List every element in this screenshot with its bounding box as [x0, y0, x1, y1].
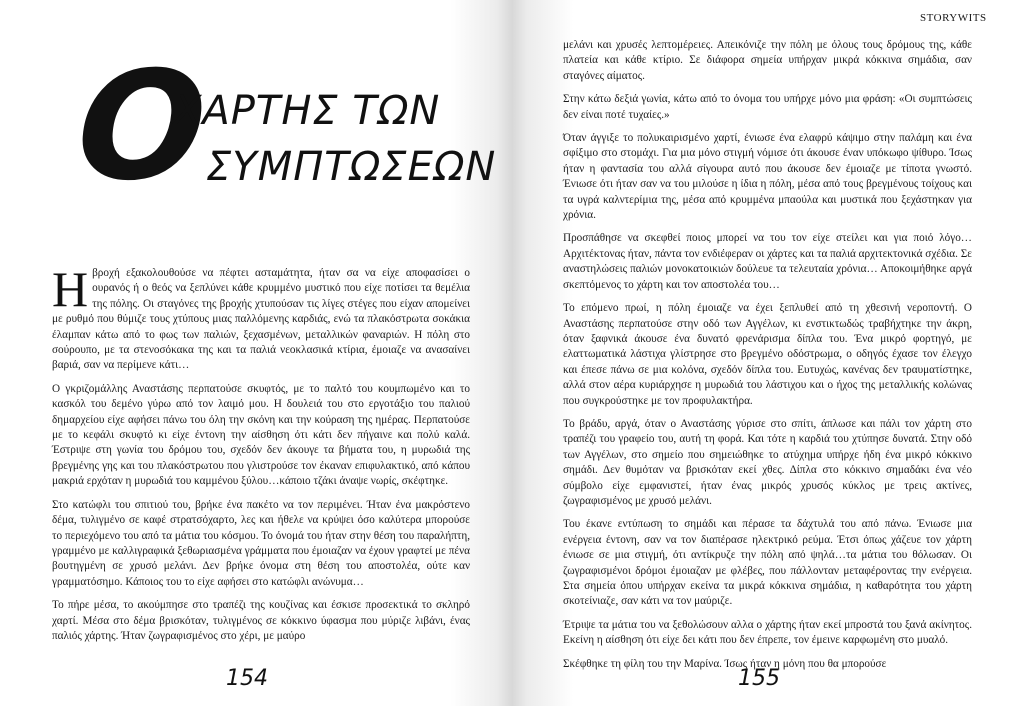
page-number-left: 154: [226, 666, 268, 691]
paragraph: Του έκανε εντύπωση το σημάδι και πέρασε τα δάχτυλά του από πάνω. Ένιωσε μια ενέργεια έντονη, σαν να τον διαπέρασε ηλεκτρικό ρεύμα. Έτσι όπως χάζευε τον χάρτη ένιωσε σε μια στιγμή, ότι αντίκρυζε την πόλη από ψηλά…τα μάτια του θόλωσαν. Οι ζωγραφισμένοι δρόμοι έμοιαζαν με φλέβες, που πάλλονταν μεταφέροντας την ενέργεια. Στα σημεία όπου υπήρχαν εκείνα τα μικρά κόκκινα σημάδια, η καθαρότητα του χάρτη σκοτείνιαζε, σαν κάτι να τον μαύριζε.: [563, 518, 972, 608]
paragraph: Στο κατώφλι του σπιτιού του, βρήκε ένα πακέτο να τον περιμένει. Ήταν ένα μακρόστενο δέμα, τυλιγμένο σε καφέ στρατσόχαρτο, λες και ήθελε να κρύψει όσο καλύτερα μπορούσε το περιεχόμενο του από τα μάτια του κόσμου. Το όνομά του ήταν στην θέση του παραλήπτη, γραμμένο με καλλιγραφικά ξεθωριασμένα γράμματα που έμοιαζαν να έχουν γραφτεί με πένα βουτηγμένη σε χρυσό μελάνι. Δεν βρήκε όνομα στη θέση του αποστολέα, ούτε καν γραμματόσημο. Κάποιος του το είχε αφήσει στο κατώφλι ανώνυμα…: [52, 498, 470, 588]
paragraph: [563, 92, 972, 123]
paragraph: Ο γκριζομάλλης Αναστάσης περπατούσε σκυφτός, με το παλτό του κουμπωμένο και το κασκόλ του δεμένο γύρω από τον λαιμό μου. Η δουλειά του στο εργοτάξιο του παλιού δημαρχείου είχε αφήσει πάνω του όλη την σκόνη και την κούραση της ημέρας. Περπατούσε με το κεφάλι σκυφτό κι είχε έντονη την αίσθηση ότι κάτι δεν πήγαινε και πολύ καλά. Έστριψε στη γωνία του δρόμου του, σχεδόν δεν άκουγε τα βήματα του, η μυρωδιά της βρεγμένης γης και του πλακόστρωτου που γλιστρούσε τον έκαναν επιφυλακτικό, από κάπου μακριά ερχόταν η μυρωδιά του καμμένου ξύλου…κάποιο τζάκι άναψε νωρίς, σκέφτηκε.: [52, 382, 470, 488]
title-line-1: ΧΑΡΤΗΣ ΤΩΝ: [174, 88, 441, 134]
paragraph: Το πήρε μέσα, το ακούμπησε στο τραπέζι της κουζίνας και έσκισε προσεκτικά το σκληρό χαρτί. Μέσα στο δέμα βρισκόταν, τυλιγμένος σε κόκκινο ύφασμα που μύριζε λιβάνι, ένας παλιός χάρτης. Ήταν ζωγραφισμένος στο χέρι, με μαύρο: [52, 599, 470, 642]
page-number-right: 155: [738, 666, 780, 691]
paragraph-text: Στην κάτω δεξιά γωνία, κάτω από το όνομα του υπήρχε μόνο μια φράση: «Οι συμπτώσεις δεν είναι ποτέ τυχαίες.»: [563, 93, 972, 121]
paragraph: Σκέφθηκε τη φίλη του την Μαρίνα. Ίσως ήταν η μόνη που θα μπορούσε: [563, 657, 887, 670]
paragraph: [52, 261, 470, 374]
running-header: STORYWITS: [920, 12, 987, 24]
paragraph: Το επόμενο πρωί, η πόλη έμοιαζε να έχει ξεπλυθεί από τη χθεσινή νεροποντή. Ο Αναστάσης περπατούσε στην οδό των Αγγέλων, κι ενστικτωδώς τραβήχτηκε την άκρη, όταν ξαφνικά άκουσε ένα δυνατό φρενάρισμα δίπλα του. Ένα μικρό φορτηγό, με ελαττωματικά λάστιχα γλίστρησε στο βρεγμένο οδόστρωμα, ο οδηγός έχασε τον έλεγχο και έπεσε πάνω σε μια κολόνα, σχεδόν δίπλα του. Ευτυχώς, κανένας δεν τραυματίστηκε, αλλά στον αέρα κυριάρχησε η μυρωδιά του λάστιχου και ο ήχος της μεταλλικής κολώνας που συγκρούστηκε με τον προφυλακτήρα.: [563, 302, 972, 407]
paragraph: Το βράδυ, αργά, όταν ο Αναστάσης γύρισε στο σπίτι, άπλωσε και πάλι τον χάρτη στο τραπέζι του γραφείο του, αυτή τη φορά. Και τότε η καρδιά του χτύπησε δυνατά. Στην οδό των Αγγέλων, στο σημείο που σημειώθηκε το ατύχημα υπήρχε ήδη ένα μικρό κόκκινο σημάδι. Δεν θυμόταν να βρισκόταν εκεί χθες. Δίπλα στο κόκκινο σημαδάκι ένα νέο σύμβολο είχε εμφανιστεί, ήταν ένας μικρός χρυσός κύκλος με τρεις ακτίνες, ζωγραφισμένος με χρυσό μελάνι.: [563, 417, 972, 507]
paragraph: μελάνι και χρυσές λεπτομέρειες. Απεικόνιζε την πόλη με όλους τους δρόμους της, κάθε πλατεία και κάθε κτίριο. Σε διάφορα σημεία υπήρχαν μικρά κόκκινα σημάδια, σαν σταγόνες αίματος.: [563, 39, 972, 82]
right-body-text: [563, 38, 972, 680]
paragraph-text: βροχή εξακολουθούσε να πέφτει ασταμάτητα, ήταν σα να είχε αποφασίσει ο ουρανός ή ο θεός να ξεπλύνει κάθε κρυμμένο μυστικό που είχε ποτίσει τα θεμέλια της πόλης. Οι σταγόνες της βροχής χτυπούσαν τις λίγες στέγες που είχαν απομείνει με ρυθμό που θύμιζε τους χτύπους μιας παλλόμενης καρδιάς, ενώ τα πλακόστρωτα σοκάκια έλαμπαν κάτω από το φως των παλιών, ξεχασμένων, μεταλλικών φαναριών. Η πόλη στο σούρουπο, με τα στενοσόκακα της και τα παλιά νεοκλασικά κτίρια, έμοιαζε να ανασαίνει βαριά, σαν να περίμενε κάτι…: [52, 267, 470, 372]
paragraph: Προσπάθησε να σκεφθεί ποιος μπορεί να του τον είχε στείλει και για ποιό λόγο… Αρχιτέκτονας ήταν, πάντα τον ενδιέφεραν οι χάρτες και τα παλιά αρχιτεκτονικά σχέδια. Σε αναστηλώσεις παλιών μονοκατοικιών δούλευε τα τελευταία χρόνια… Αποκοιμήθηκε αργά σκεπτόμενος το χάρτη και τον αποστολέα του…: [563, 232, 972, 291]
left-body-text: [52, 261, 470, 652]
paragraph: Όταν άγγιξε το πολυκαιρισμένο χαρτί, ένιωσε ένα ελαφρύ κάψιμο στην παλάμη και ένα σφίξιμο στο στομάχι. Για μια μόνο στιγμή νόμισε ότι άκουσε έναν υπόκωφο ψίθυρο. Ίσως ήταν η φαντασία του αλλά σίγουρα αυτό που άκουσε δεν έμοιαζε με τίποτα γνωστό. Ένιωσε ότι ήταν σαν να του μιλούσε η ίδια η πόλη, μέσα από τους βρεγμένους τοίχους και τα υγρά καλντερίμια της, μέσα από κρυμμένα μπαούλα και μυστικά που ξεχάστηκαν για χρόνια.: [563, 132, 972, 222]
title-initial: Ο: [71, 40, 212, 214]
paragraph: Έτριψε τα μάτια του να ξεθολώσουν αλλα ο χάρτης ήταν εκεί μπροστά του ξανά ακίνητος. Εκείνη η αίσθηση ότι είχε δει κάτι που δεν έπρεπε, τον έμεινε καρφωμένη στο μυαλό.: [563, 618, 972, 647]
title-line-2: ΣΥΜΠΤΩΣΕΩΝ: [206, 144, 497, 190]
chapter-title: [71, 40, 497, 214]
drop-cap: Η: [52, 261, 89, 317]
